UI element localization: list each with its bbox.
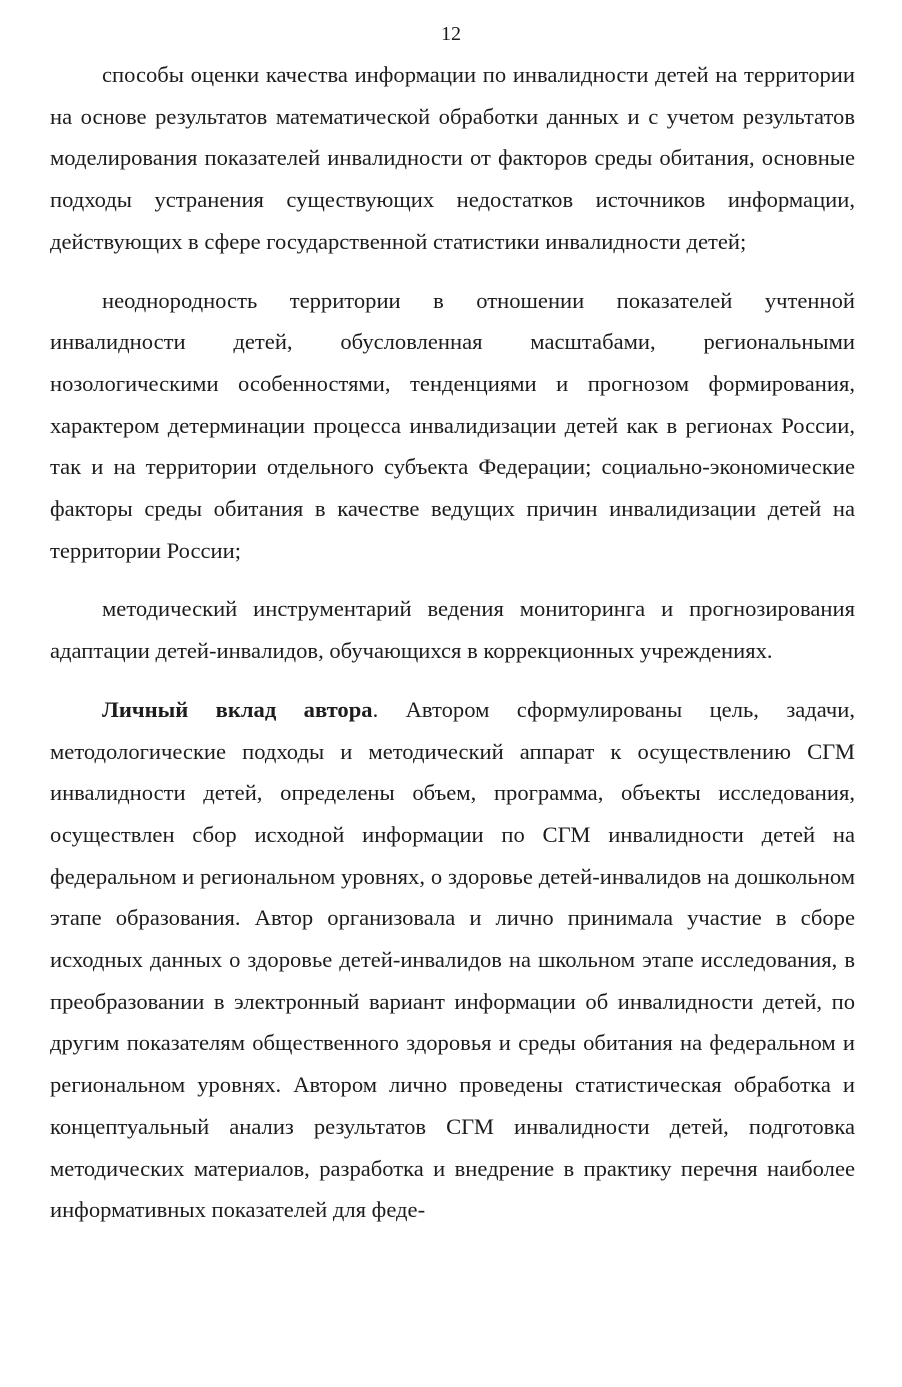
body-text	[50, 54, 855, 1248]
author-contribution-heading: Личный вклад автора	[102, 696, 373, 722]
page-number: 12	[441, 23, 461, 45]
paragraph-territory-heterogeneity: неоднородность территории в отношении показателей учтенной инвалидности детей, обусловленная масштабами, региональными нозологическими особенностями, тенденциями и прогнозом формирования, характером детерминации процесса инвалидизации детей как в регионах России, так и на территории отдельного субъекта Федерации; социально-экономические факторы среды обитания в качестве ведущих причин инвалидизации детей на территории России;	[50, 287, 855, 563]
paragraph-monitoring-toolkit: методический инструментарий ведения мониторинга и прогнозирования адаптации детей-инвалидов, обучающихся в коррекционных учреждениях.	[50, 596, 855, 664]
paragraph-assessment-methods: способы оценки качества информации по инвалидности детей на территории на основе результатов математической обработки данных и с учетом результатов моделирования показателей инвалидности от факторов среды обитания, основные подходы устранения существующих недостатков источников информации, действующих в сфере государственной статистики инвалидности детей;	[50, 62, 855, 254]
paragraph-author-contribution	[50, 689, 855, 1231]
author-contribution-text: . Автором сформулированы цель, задачи, методологические подходы и методический аппарат к осуществлению СГМ инвалидности детей, определены объем, программа, объекты исследования, осуществлен сбор исходной информации по СГМ инвалидности детей на федеральном и региональном уровнях, о здоровье детей-инвалидов на дошкольном этапе образования. Автор организовала и лично принимала участие в сборе исходных данных о здоровье детей-инвалидов на школьном этапе исследования, в преобразовании в электронный вариант информации об инвалидности детей, по другим показателям общественного здоровья и среды обитания на федеральном и региональном уровнях. Автором лично проведены статистическая обработка и концептуальный анализ результатов СГМ инвалидности детей, подготовка методических материалов, разработка и внедрение в практику перечня наиболее информативных показателей для феде-	[50, 696, 855, 1223]
